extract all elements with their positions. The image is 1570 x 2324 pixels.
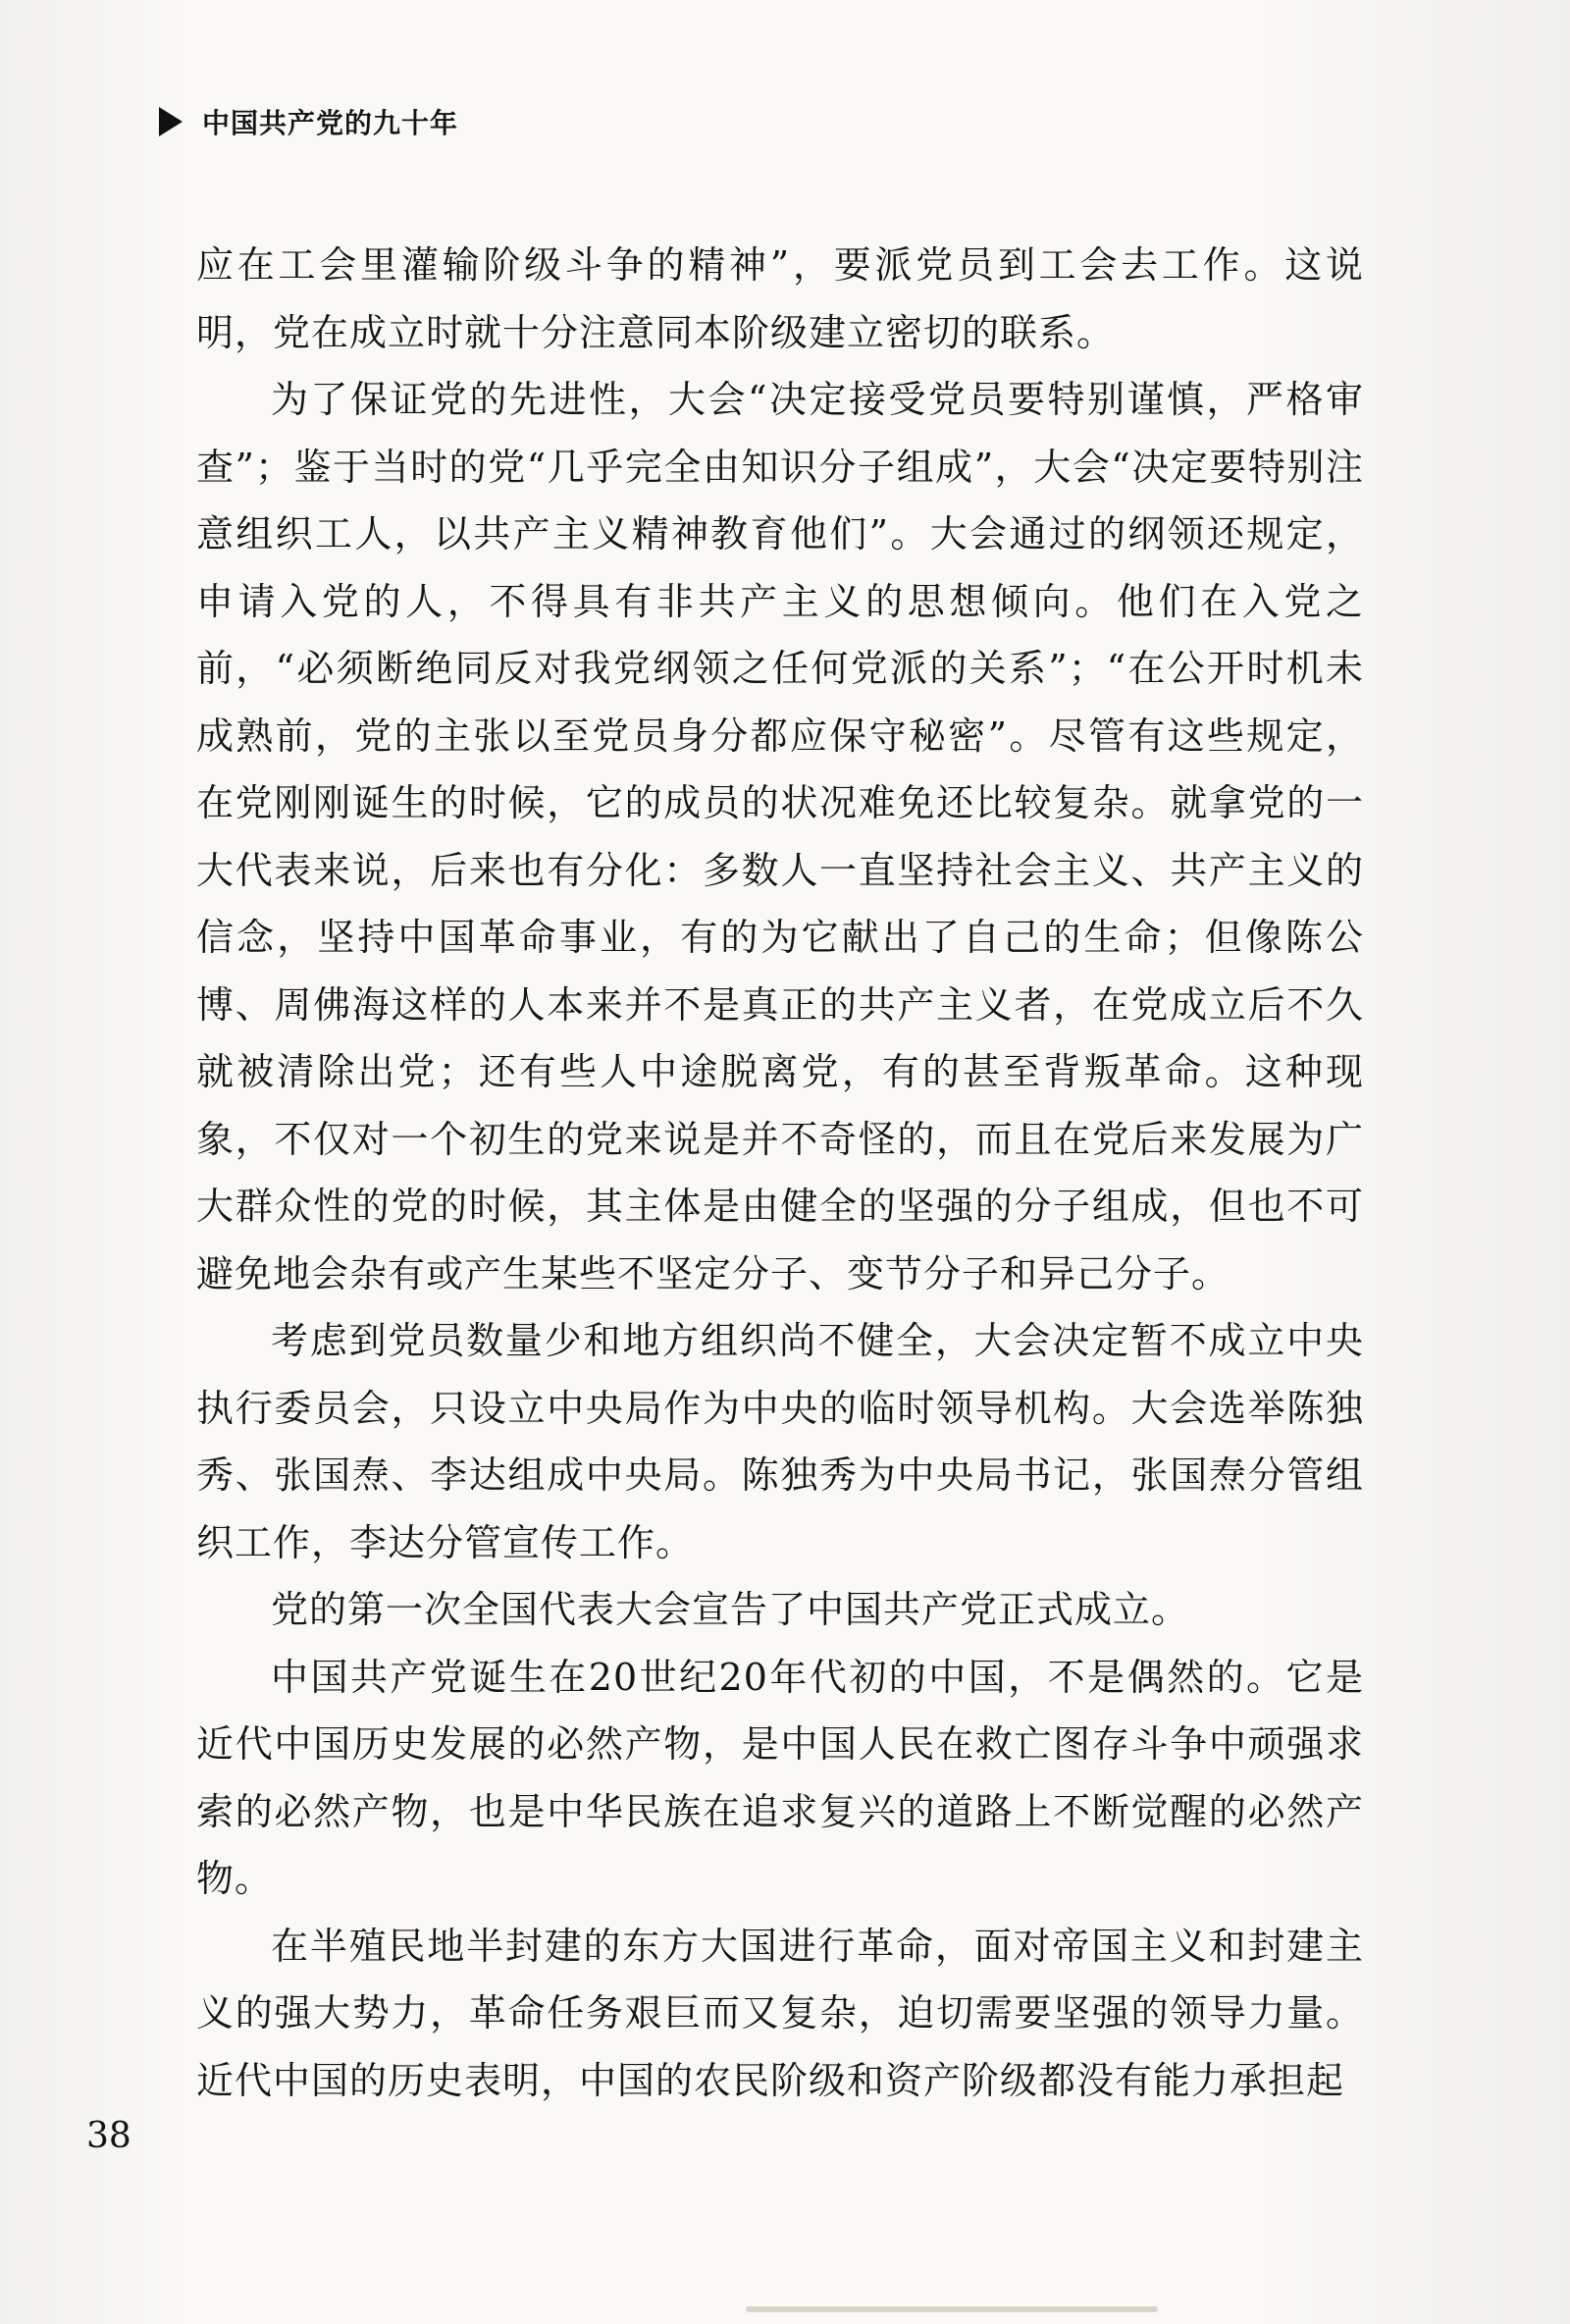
paragraph: 党的第一次全国代表大会宣告了中国共产党正式成立。 (271, 1588, 1190, 1631)
paragraph: 应在工会里灌输阶级斗争的精神”，要派党员到工会去工作。这说明，党在成立时就十分注意同本阶级建立密切的联系。 (196, 243, 1364, 354)
page-number: 38 (86, 2116, 131, 2156)
paragraph: 中国共产党诞生在20世纪20年代初的中国，不是偶然的。它是近代中国历史发展的必然产物，是中国人民在救亡图存斗争中顽强求索的必然产物，也是中华民族在追求复兴的道路上不断觉醒的必然产物。 (196, 1655, 1364, 1900)
header-title: 中国共产党的九十年 (202, 107, 459, 139)
page-edge-shadow (746, 2306, 1158, 2312)
running-header (159, 102, 458, 141)
paragraph: 在半殖民地半封建的东方大国进行革命，面对帝国主义和封建主义的强大势力，革命任务艰巨而又复杂，迫切需要坚强的领导力量。近代中国的历史表明，中国的农民阶级和资产阶级都没有能力承担起 (196, 1924, 1364, 2102)
body-text (196, 232, 1364, 2114)
triangle-marker-icon (159, 107, 183, 136)
paragraph: 考虑到党员数量少和地方组织尚不健全，大会决定暂不成立中央执行委员会，只设立中央局作为中央的临时领导机构。大会选举陈独秀、张国焘、李达组成中央局。陈独秀为中央局书记，张国焘分管组织工作，李达分管宣传工作。 (196, 1319, 1364, 1564)
paragraph: 为了保证党的先进性，大会“决定接受党员要特别谨慎，严格审查”；鉴于当时的党“几乎完全由知识分子组成”，大会“决定要特别注意组织工人，以共产主义精神教育他们”。大会通过的纲领还规定，申请入党的人，不得具有非共产主义的思想倾向。他们在入党之前，“必须断绝同反对我党纲领之任何党派的关系”；“在公开时机未成熟前，党的主张以至党员身分都应保守秘密”。尽管有这些规定，在党刚刚诞生的时候，它的成员的状况难免还比较复杂。就拿党的一大代表来说，后来也有分化：多数人一直坚持社会主义、共产主义的信念，坚持中国革命事业，有的为它献出了自己的生命；但像陈公博、周佛海这样的人本来并不是真正的共产主义者，在党成立后不久就被清除出党；还有些人中途脱离党，有的甚至背叛革命。这种现象，不仅对一个初生的党来说是并不奇怪的，而且在党后来发展为广大群众性的党的时候，其主体是由健全的坚强的分子组成，但也不可避免地会杂有或产生某些不坚定分子、变节分子和异己分子。 (196, 378, 1364, 1295)
